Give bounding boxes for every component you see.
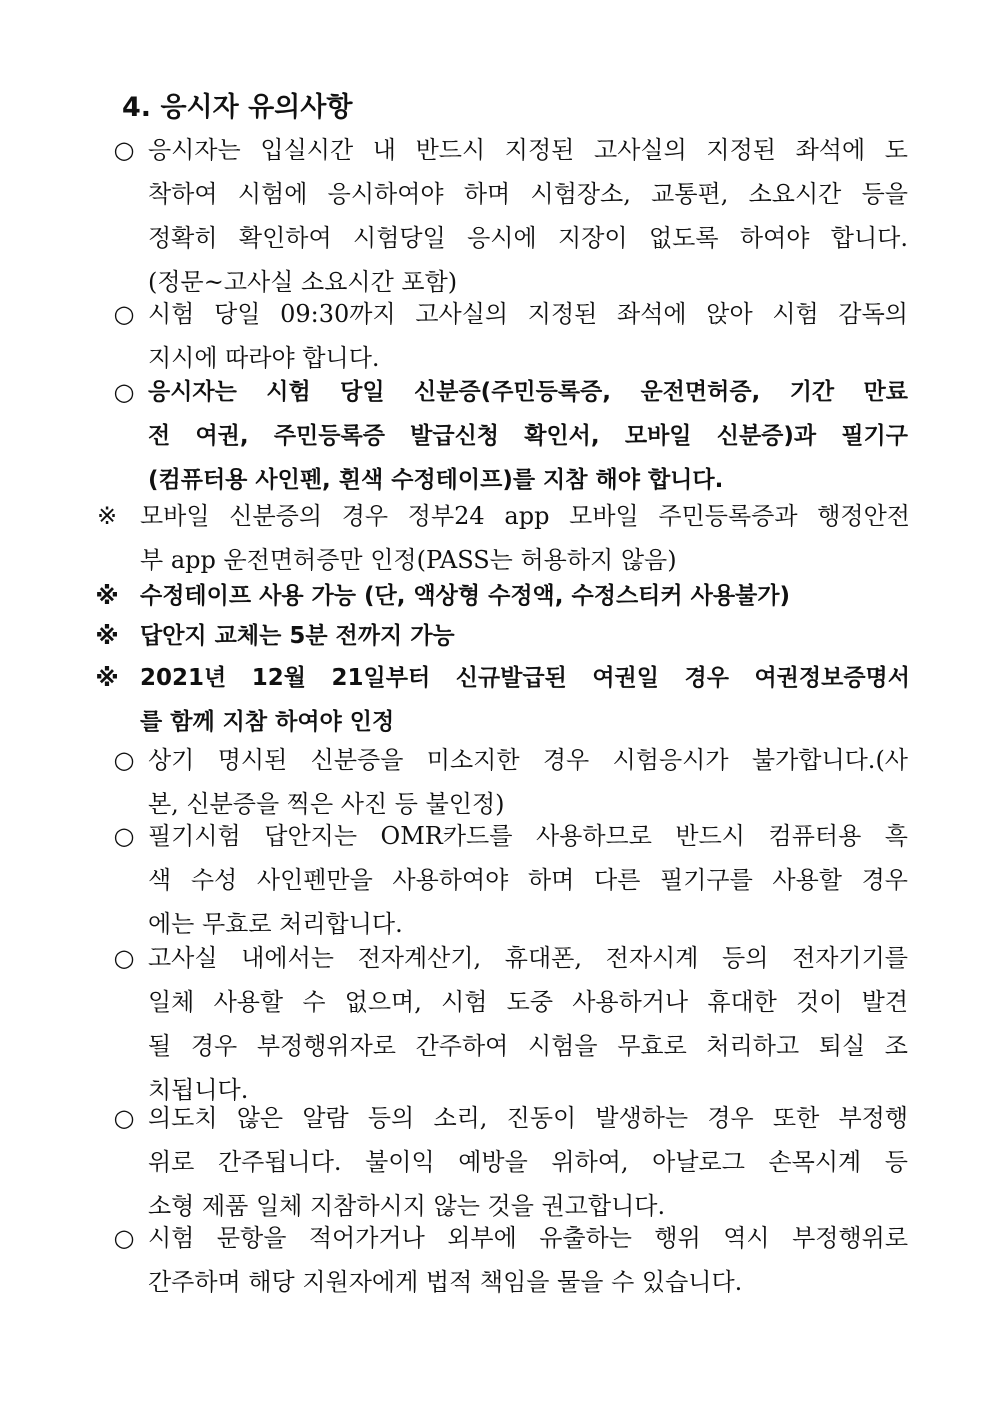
notice-line: (정문~고사실 소요시간 포함): [148, 268, 458, 296]
circle-bullet: ○: [113, 944, 135, 972]
notice-line: (컴퓨터용 사인펜, 흰색 수정테이프)를 지참 해야 합니다.: [148, 467, 724, 493]
circle-bullet: ○: [113, 1104, 135, 1132]
notice-line: 간주하며 해당 지원자에게 법적 책임을 물을 수 있습니다.: [148, 1268, 743, 1296]
notice-line: 에는 무효로 처리합니다.: [148, 910, 403, 938]
notice-line: 필기시험 답안지는 OMR카드를 사용하므로 반드시 컴퓨터용 흑: [148, 822, 908, 850]
note-line: 답안지 교체는 5분 전까지 가능: [140, 623, 455, 649]
notice-line: 치됩니다.: [148, 1076, 249, 1104]
note-line: 부 app 운전면허증만 인정(PASS는 허용하지 않음): [140, 546, 677, 574]
reference-mark: ※: [96, 502, 118, 530]
circle-bullet: ○: [113, 746, 135, 774]
note-line: 를 함께 지참 하여야 인정: [140, 709, 395, 735]
notice-line: 본, 신분증을 찍은 사진 등 불인정): [148, 790, 505, 818]
reference-mark: ※: [95, 582, 119, 610]
circle-bullet: ○: [113, 1224, 135, 1252]
notice-line: 응시자는 시험 당일 신분증(주민등록증, 운전면허증, 기간 만료: [148, 379, 908, 405]
section-heading: 4. 응시자 유의사항: [122, 92, 353, 123]
notice-line: 응시자는 입실시간 내 반드시 지정된 고사실의 지정된 좌석에 도: [148, 136, 908, 164]
notice-line: 정확히 확인하여 시험당일 응시에 지장이 없도록 하여야 합니다.: [148, 224, 908, 252]
notice-line: 상기 명시된 신분증을 미소지한 경우 시험응시가 불가합니다.(사: [148, 746, 908, 774]
circle-bullet: ○: [113, 822, 135, 850]
note-line: 수정테이프 사용 가능 (단, 액상형 수정액, 수정스티커 사용불가): [140, 583, 790, 609]
note-line: 모바일 신분증의 경우 정부24 app 모바일 주민등록증과 행정안전: [140, 502, 910, 530]
notice-line: 지시에 따라야 합니다.: [148, 344, 380, 372]
circle-bullet: ○: [113, 378, 135, 406]
notice-line: 의도치 않은 알람 등의 소리, 진동이 발생하는 경우 또한 부정행: [148, 1104, 908, 1132]
circle-bullet: ○: [113, 136, 135, 164]
notice-line: 소형 제품 일체 지참하시지 않는 것을 권고합니다.: [148, 1192, 666, 1220]
circle-bullet: ○: [113, 300, 135, 328]
notice-line: 전 여권, 주민등록증 발급신청 확인서, 모바일 신분증)과 필기구: [148, 423, 908, 449]
notice-line: 될 경우 부정행위자로 간주하여 시험을 무효로 처리하고 퇴실 조: [148, 1032, 908, 1060]
notice-line: 시험 당일 09:30까지 고사실의 지정된 좌석에 앉아 시험 감독의: [148, 300, 908, 328]
notice-line: 시험 문항을 적어가거나 외부에 유출하는 행위 역시 부정행위로: [148, 1224, 908, 1252]
reference-mark: ※: [95, 622, 119, 650]
notice-line: 착하여 시험에 응시하여야 하며 시험장소, 교통편, 소요시간 등을: [148, 180, 908, 208]
notice-line: 고사실 내에서는 전자계산기, 휴대폰, 전자시계 등의 전자기기를: [148, 944, 908, 972]
reference-mark: ※: [95, 664, 119, 692]
notice-line: 일체 사용할 수 없으며, 시험 도중 사용하거나 휴대한 것이 발견: [148, 988, 908, 1016]
note-line: 2021년 12월 21일부터 신규발급된 여권일 경우 여권정보증명서: [140, 665, 910, 691]
notice-line: 위로 간주됩니다. 불이익 예방을 위하여, 아날로그 손목시계 등: [148, 1148, 908, 1176]
notice-line: 색 수성 사인펜만을 사용하여야 하며 다른 필기구를 사용할 경우: [148, 866, 908, 894]
